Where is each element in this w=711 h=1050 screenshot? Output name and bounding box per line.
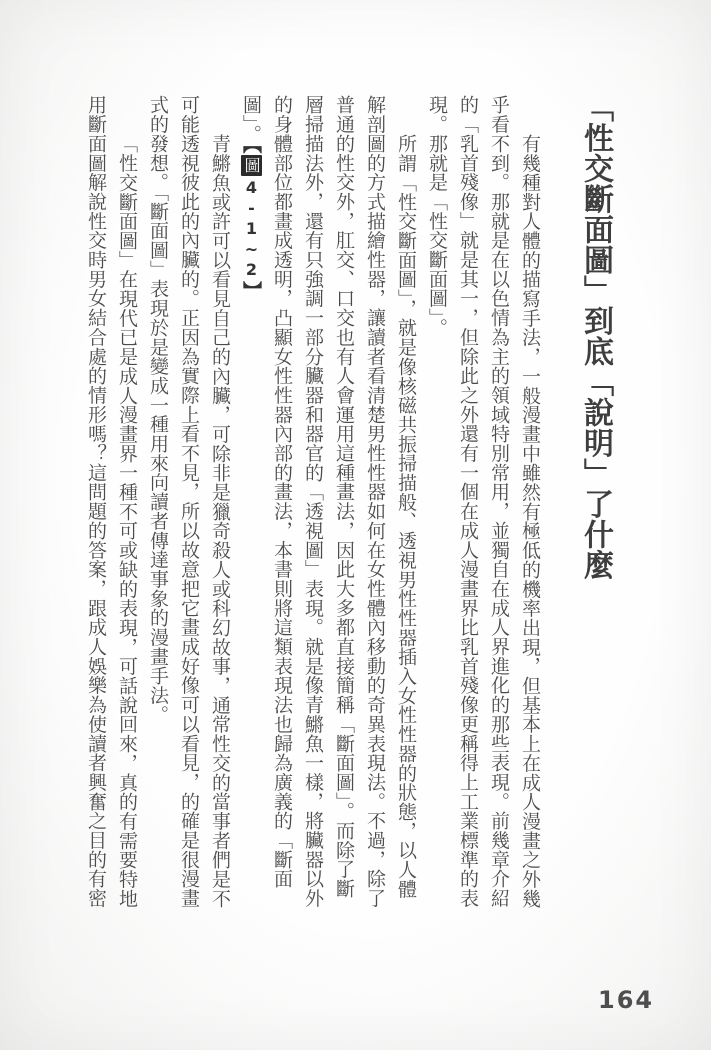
text-column: 的身體部位都畫成透明，凸顯女性性器內部的畫法，本書則將這類表現法也歸為廣義的「斷面 <box>271 95 293 889</box>
text-column: 乎看不到。那就是在以色情為主的領域特別常用，並獨自在成人界進化的那些表現。前幾章介紹 <box>488 95 510 908</box>
page-title: 「性交斷面圖」到底「說明」了什麼 <box>578 92 613 580</box>
page-number: 164 <box>598 986 655 1014</box>
column-text: 圖」。 <box>240 95 262 144</box>
text-column: 用斷面圖解說性交時男女結合處的情形嗎？這問題的答案，跟成人娛樂為使讀者興奮之目的有密 <box>85 95 107 908</box>
text-column: 層掃描法外，還有只強調一部分臟器和器官的「透視圖」表現。就是像青鱂魚一樣，將臟器以外 <box>302 95 324 908</box>
figure-bracket-open: 【 <box>240 143 262 154</box>
figure-number: 4-1~2 <box>242 177 261 281</box>
text-column: 「性交斷面圖」在現代已是成人漫畫界一種不可或缺的表現，可話說回來，真的有需要特地 <box>116 134 138 908</box>
text-column: 可能透視彼此的內臟的。正因為實際上看不見，所以故意把它畫成好像可以看見，的確是很漫畫 <box>178 95 200 908</box>
text-column: 解剖圖的方式描繪性器，讓讀者看清楚男性性器如何在女性體內移動的奇異表現法。不過，除了 <box>364 95 386 908</box>
text-column: 式的發想。「斷面圖」表現於是變成一種用來向讀者傳達事象的漫畫手法。 <box>147 95 169 725</box>
text-column: 有幾種對人體的描寫手法，一般漫畫中雖然有極低的機率出現，但基本上在成人漫畫之外幾 <box>519 134 541 908</box>
figure-reference <box>240 144 262 300</box>
text-column: 普通的性交外，肛交、口交也有人會運用這種畫法，因此大多都直接簡稱「斷面圖」。而除了斷 <box>333 95 355 899</box>
figure-bracket-close: 】 <box>240 280 262 300</box>
text-column <box>235 95 267 915</box>
text-column: 所謂「性交斷面圖」，就是像核磁共振掃描般、透視男性性器插入女性性器的狀態，以人體 <box>395 134 417 899</box>
text-column: 現。那就是「性交斷面圖」。 <box>426 95 448 338</box>
text-column: 青鱂魚或許可以看見自己的內臟，可除非是獵奇殺人或科幻故事，通常性交的當事者們是不 <box>209 134 231 908</box>
figure-icon: 圖 <box>242 157 261 174</box>
text-column: 的「乳首殘像」就是其一，但除此之外還有一個在成人漫畫界比乳首殘像更稱得上工業標準的表 <box>457 95 479 908</box>
